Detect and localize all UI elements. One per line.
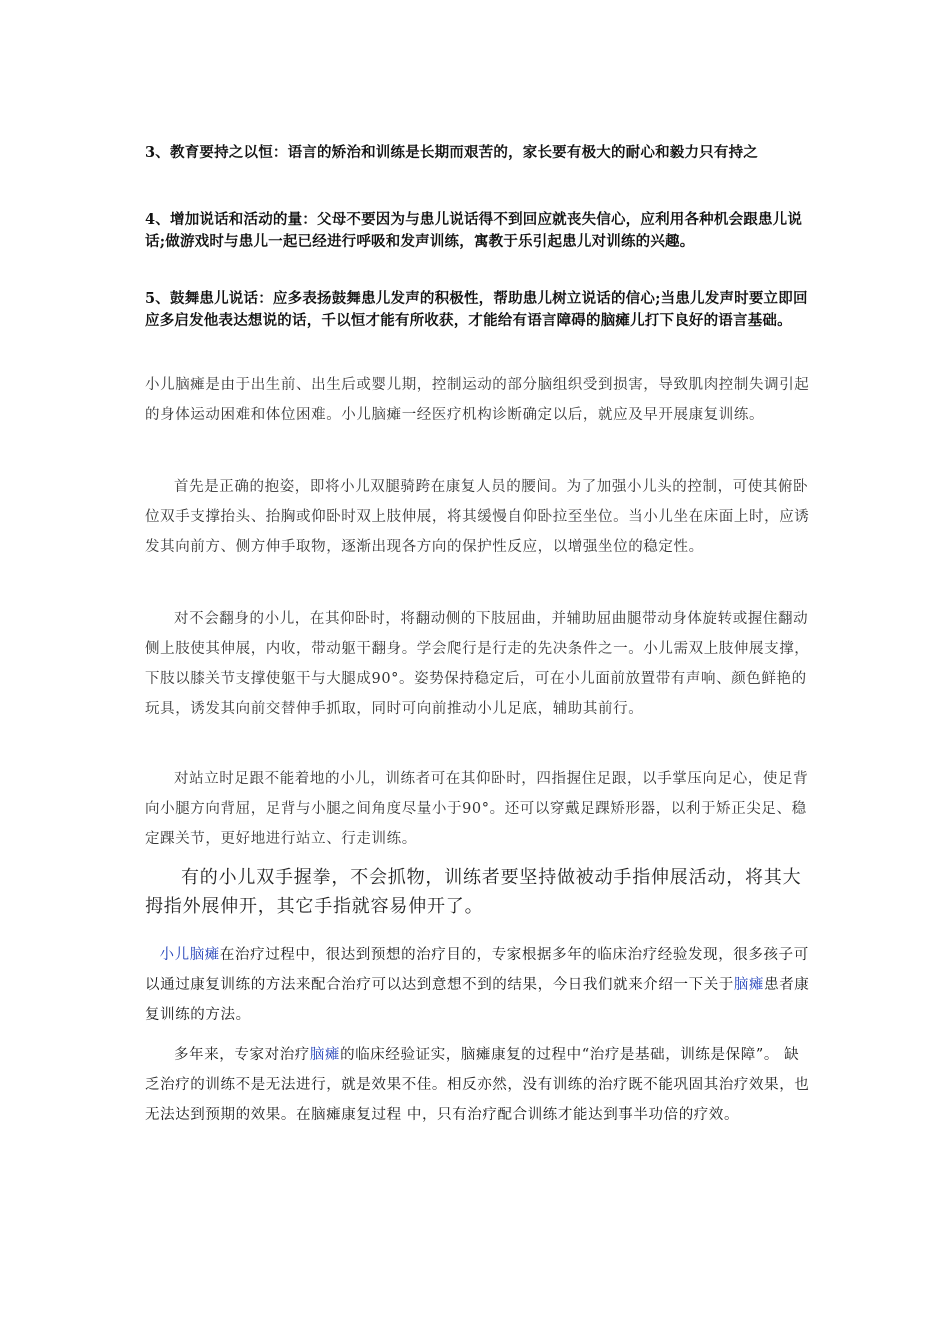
link-cerebral-palsy-child[interactable]: 小儿脑瘫 [159, 947, 220, 963]
list-item-3: 3、教育要持之以恒：语言的矫治和训练是长期而艰苦的，家长要有极大的耐心和毅力只有持之 [145, 144, 758, 161]
paragraph-holding-posture: 首先是正确的抱姿，即将小儿双腿骑跨在康复人员的腰间。为了加强小儿头的控制，可使其俯卧位双手支撑抬头、抬胸或仰卧时双上肢伸展，将其缓慢自仰卧拉至坐位。当小儿坐在床面上时，应诱发其向前方、侧方伸手取物，逐渐出现各方向的保护性反应，以增强坐位的稳定性。 [145, 479, 810, 555]
list-item-5: 5、鼓舞患儿说话：应多表扬鼓舞患儿发声的积极性，帮助患儿树立说话的信心;当患儿发声时要立即回应多启发他表达想说的话，千以恒才能有所收获，才能给有语言障碍的脑瘫儿打下良好的语言基础。 [145, 290, 808, 329]
experience-text-post: 的临床经验证实，脑瘫康复的过程中“治疗是基础，训练是保障”。 缺乏治疗的训练不是无法进行，就是效果不佳。相反亦然，没有训练的治疗既不能巩固其治疗效果，也无法达到预期的效果。在脑瘫康复过程 中，只有治疗配合训练才能达到事半功倍的疗效。 [145, 1047, 810, 1123]
paragraph-intro: 小儿脑瘫是由于出生前、出生后或婴儿期，控制运动的部分脑组织受到损害，导致肌肉控制失调引起的身体运动困难和体位困难。小儿脑瘫一经医疗机构诊断确定以后，就应及早开展康复训练。 [145, 377, 810, 423]
paragraph-treatment [145, 940, 813, 1030]
link-cerebral-palsy[interactable]: 脑瘫 [733, 977, 765, 993]
paragraph-rolling-crawling: 对不会翻身的小儿，在其仰卧时，将翻动侧的下肢屈曲，并辅助屈曲腿带动身体旋转或握住翻动侧上肢使其伸展，内收，带动躯干翻身。学会爬行是行走的先决条件之一。小儿需双上肢伸展支撑，下肢以膝关节支撑使躯干与大腿成90°。姿势保持稳定后，可在小儿面前放置带有声响、颜色鲜艳的玩具，诱发其向前交替伸手抓取，同时可向前推动小儿足底，辅助其前行。 [145, 611, 810, 717]
paragraph-standing: 对站立时足跟不能着地的小儿，训练者可在其仰卧时，四指握住足跟，以手掌压向足心，使足背向小腿方向背屈，足背与小腿之间角度尽量小于90°。还可以穿戴足踝矫形器，以利于矫正尖足、稳定踝关节，更好地进行站立、行走训练。 [145, 771, 809, 847]
list-item-4: 4、增加说话和活动的量：父母不要因为与患儿说话得不到回应就丧失信心，应利用各种机会跟患儿说话;做游戏时与患儿一起已经进行呼吸和发声训练，寓教于乐引起患儿对训练的兴趣。 [145, 211, 803, 250]
treatment-text-1: 在治疗过程中，很达到预想的治疗目的，专家根据多年的临床治疗经验发现，很多孩子可以通过康复训练的方法来配合治疗可以达到意想不到的结果，今日我们就来介绍一下关于 [145, 947, 809, 993]
paragraph-experience [145, 1040, 813, 1130]
experience-text-pre: 多年来，专家对治疗 [174, 1047, 310, 1063]
link-cerebral-palsy-2[interactable]: 脑瘫 [309, 1047, 341, 1063]
treatment-text-2: 患者康复训练的方法。 [145, 977, 810, 1023]
paragraph-fist: 有的小儿双手握拳，不会抓物，训练者要坚持做被动手指伸展活动，将其大拇指外展伸开，其它手指就容易伸开了。 [145, 867, 802, 917]
